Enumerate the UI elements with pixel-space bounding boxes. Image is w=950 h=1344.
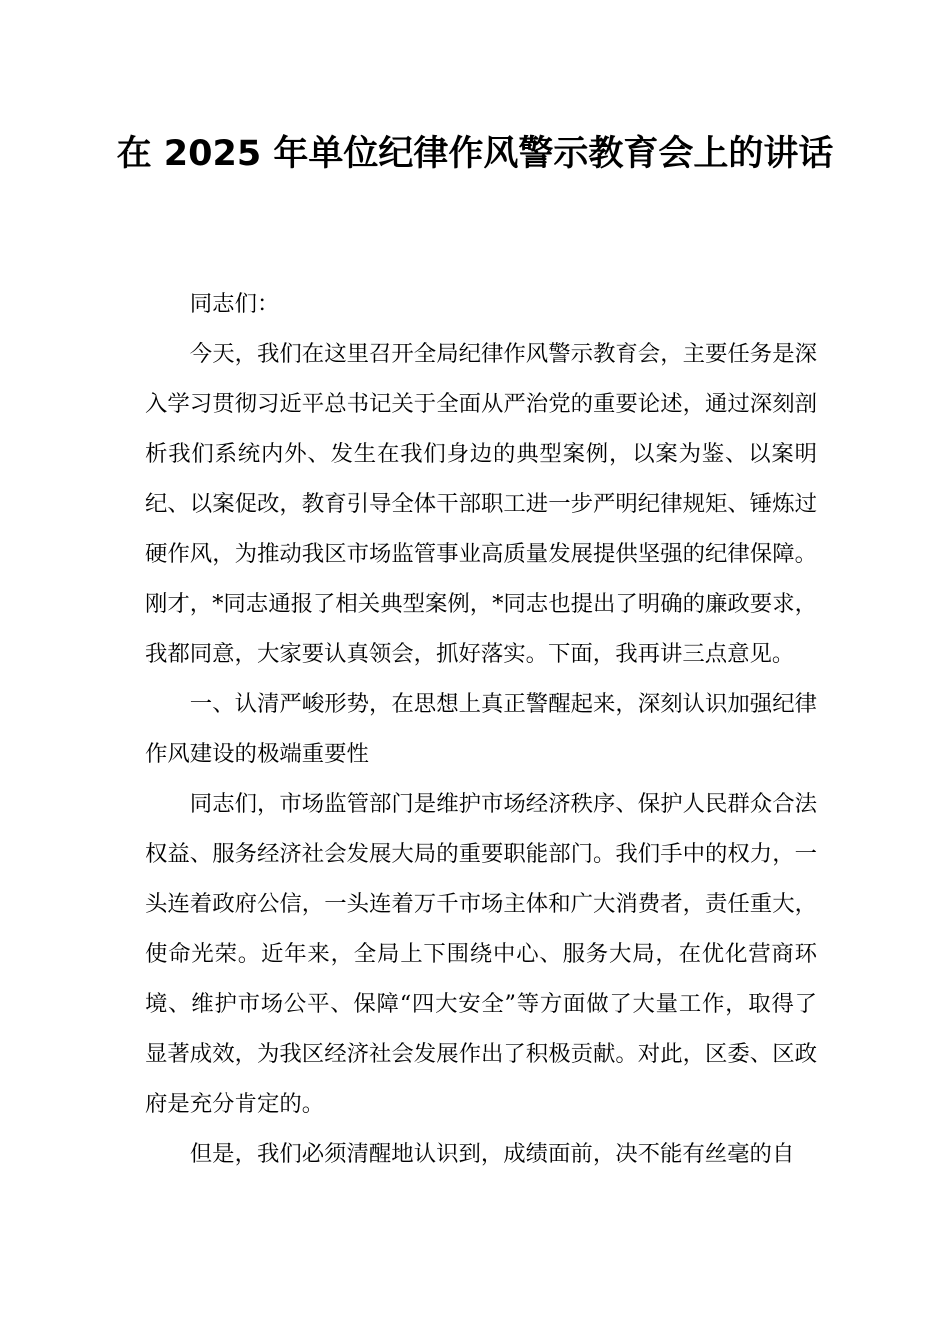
salutation: 同志们： [189, 291, 280, 317]
paragraph-however: 但是，我们必须清醒地认识到，成绩面前，决不能有丝毫的自 [189, 1141, 795, 1167]
document-title: 在 2025 年单位纪律作风警示教育会上的讲话 [116, 134, 834, 174]
paragraph-opening: 今天，我们在这里召开全局纪律作风警示教育会，主要任务是深入学习贯彻习近平总书记关于全面从严治党的重要论述，通过深刻剖析我们系统内外、发生在我们身边的典型案例，以案为鉴、以案明纪、以案促改，教育引导全体干部职工进一步严明纪律规矩、锤炼过硬作风，为推动我区市场监管事业高质量发展提供坚强的纪律保障。刚才，*同志通报了相关典型案例，*同志也提出了明确的廉政要求，我都同意，大家要认真领会，抓好落实。下面，我再讲三点意见。 [145, 341, 817, 667]
document-body [145, 279, 817, 1179]
paragraph-situation: 同志们，市场监管部门是维护市场经济秩序、保护人民群众合法权益、服务经济社会发展大局的重要职能部门。我们手中的权力，一头连着政府公信，一头连着万千市场主体和广大消费者，责任重大，使命光荣。近年来，全局上下围绕中心、服务大局，在优化营商环境、维护市场公平、保障“四大安全”等方面做了大量工作，取得了显著成效，为我区经济社会发展作出了积极贡献。对此，区委、区政府是充分肯定的。 [145, 791, 817, 1117]
section-heading-one: 一、认清严峻形势，在思想上真正警醒起来，深刻认识加强纪律作风建设的极端重要性 [145, 691, 817, 767]
